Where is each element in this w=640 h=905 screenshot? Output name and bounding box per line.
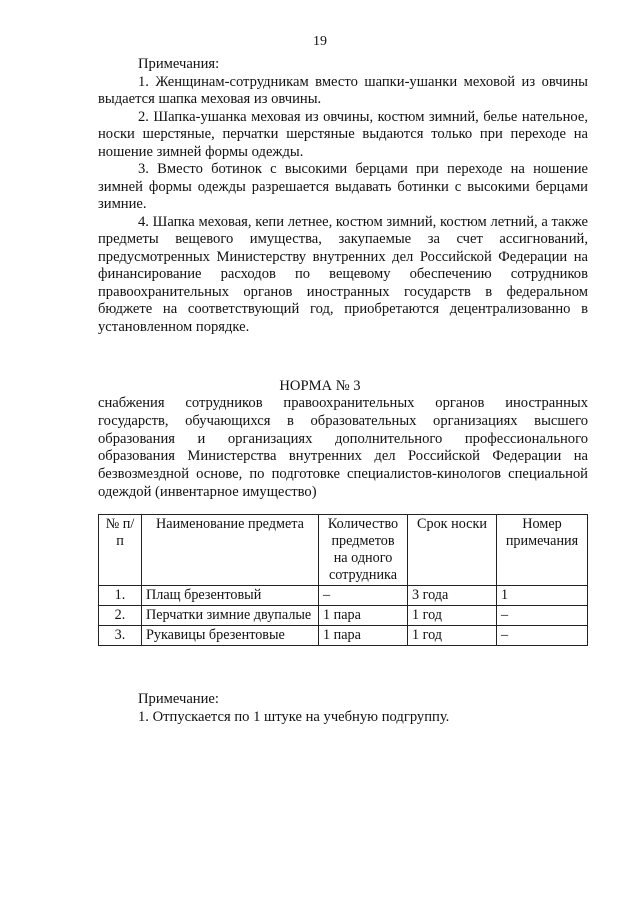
- cell-note-number: –: [497, 626, 588, 646]
- footnote-heading: Примечание:: [138, 691, 219, 707]
- note-2: 2. Шапка-ушанка меховая из овчины, костюм зимний, белье нательное, носки шерстяные, перчатки шерстяные выдаются только при переходе на ношение зимней формы одежды.: [98, 108, 588, 160]
- cell-quantity: 1 пара: [319, 626, 408, 646]
- footnote-text: 1. Отпускается по 1 штуке на учебную подгруппу.: [138, 709, 450, 725]
- notes-section: [98, 56, 588, 336]
- header-number: № п/п: [99, 515, 142, 586]
- header-wear-period: Срок носки: [408, 515, 497, 586]
- cell-note-number: –: [497, 606, 588, 626]
- header-note-number: Номер примечания: [497, 515, 588, 586]
- table-row: [99, 586, 588, 606]
- header-item-name: Наименование предмета: [142, 515, 319, 586]
- cell-wear-period: 1 год: [408, 626, 497, 646]
- header-quantity: Количество предметов на одного сотрудника: [319, 515, 408, 586]
- cell-item-name: Перчатки зимние двупалые: [142, 606, 319, 626]
- note-1: 1. Женщинам-сотрудникам вместо шапки-ушанки меховой из овчины выдается шапка меховая из овчины.: [98, 73, 588, 107]
- cell-item-name: Плащ брезентовый: [142, 586, 319, 606]
- supply-table: [98, 514, 588, 646]
- footnote-section: [98, 690, 588, 726]
- table-row: [99, 606, 588, 626]
- cell-wear-period: 1 год: [408, 606, 497, 626]
- note-3: 3. Вместо ботинок с высокими берцами при переходе на ношение зимней формы одежды разрешается выдавать ботинки с высокими берцами зимние.: [98, 161, 588, 212]
- page-number: 19: [313, 34, 327, 49]
- cell-quantity: –: [319, 586, 408, 606]
- cell-item-name: Рукавицы брезентовые: [142, 626, 319, 646]
- table-row: [99, 626, 588, 646]
- norma-title: НОРМА № 3: [279, 378, 361, 394]
- cell-number: 3.: [99, 626, 142, 646]
- cell-number: 1.: [99, 586, 142, 606]
- notes-heading: Примечания:: [138, 56, 220, 72]
- norma-description: снабжения сотрудников правоохранительных органов иностранных государств, обучающихся в образовательных организациях высшего образования и организациях дополнительного профессионального образования Министерства внутренних дел Российской Федерации на безвозмездной основе, по подготовке специалистов-кинологов специальной одеждой (инвентарное имущество): [98, 395, 588, 500]
- cell-quantity: 1 пара: [319, 606, 408, 626]
- cell-number: 2.: [99, 606, 142, 626]
- cell-wear-period: 3 года: [408, 586, 497, 606]
- cell-note-number: 1: [497, 586, 588, 606]
- table-header-row: [99, 515, 588, 586]
- note-4: 4. Шапка меховая, кепи летнее, костюм зимний, костюм летний, а также предметы вещевого имущества, закупаемые за счет ассигнований, предусмотренных Министерству внутренних дел Российской Федерации на финансирование расходов по вещевому обеспечению сотрудников правоохранительных органов иностранных государств в федеральном бюджете на соответствующий год, приобретаются децентрализованно в установленном порядке.: [98, 213, 588, 335]
